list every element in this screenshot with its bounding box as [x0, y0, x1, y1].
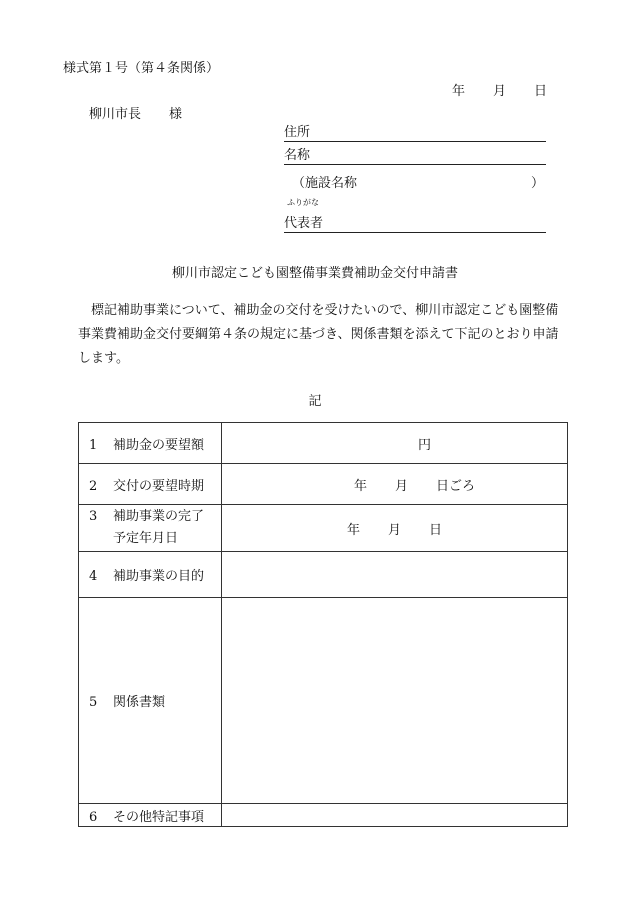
- table-row: [79, 464, 568, 505]
- month-label: 月: [394, 478, 408, 494]
- item-number: 6: [89, 809, 98, 825]
- purpose-cell[interactable]: [222, 552, 568, 598]
- item-label: 補助事業の完了: [113, 509, 205, 524]
- document-title: 柳川市認定こども園整備事業費補助金交付申請書: [171, 266, 458, 281]
- item-label-cell: [79, 464, 222, 505]
- body-paragraph: 標記補助事業について、補助金の交付を受けたいので、柳川市認定こども園整備事業費補助金交付要綱第４条の規定に基づき、関係書類を添えて下記のとおり申請します。: [78, 303, 559, 366]
- requested-timing-cell[interactable]: [222, 464, 568, 505]
- item-label-cell: [79, 505, 222, 552]
- document-body: [78, 299, 568, 371]
- related-documents-cell[interactable]: [222, 598, 568, 804]
- addressee-suffix: 様: [169, 107, 183, 122]
- item-label-line2: 予定年月日: [113, 531, 179, 546]
- representative-label: 代表者: [284, 216, 324, 231]
- addressee-name: 柳川市長: [89, 107, 142, 122]
- item-number: 5: [89, 695, 98, 710]
- day-label: 日: [429, 522, 443, 538]
- address-label: 住所: [284, 125, 311, 140]
- table-row: [79, 505, 568, 552]
- item-number: 2: [89, 478, 98, 494]
- item-label: 関係書類: [113, 695, 166, 710]
- item-label-cell: [79, 423, 222, 464]
- form-number: 様式第１号（第４条関係）: [63, 61, 220, 76]
- date-year-label: 年: [452, 84, 466, 99]
- table-row: [79, 804, 568, 827]
- items-table: [78, 422, 568, 827]
- year-label: 年: [353, 478, 367, 494]
- item-label-cell: [79, 804, 222, 827]
- day-suffix-label: 日ごろ: [436, 478, 476, 494]
- item-label: 補助事業の目的: [113, 569, 205, 584]
- month-label: 月: [387, 522, 401, 538]
- other-notes-cell[interactable]: [222, 804, 568, 827]
- requested-amount-cell[interactable]: [222, 423, 568, 464]
- item-label: 交付の要望時期: [113, 478, 205, 494]
- item-number: 1: [89, 437, 98, 453]
- item-label: 補助金の要望額: [113, 437, 205, 453]
- item-label-cell: [79, 552, 222, 598]
- date-month-label: 月: [493, 84, 507, 99]
- ki-heading: 記: [308, 394, 322, 409]
- representative-field[interactable]: [284, 214, 546, 233]
- yen-unit: 円: [417, 437, 431, 453]
- name-label: 名称: [284, 148, 311, 163]
- name-field[interactable]: [284, 146, 546, 165]
- year-label: 年: [346, 522, 360, 538]
- furigana-label: ふりがな: [287, 198, 319, 207]
- date-line: [452, 80, 547, 99]
- item-label-cell: [79, 598, 222, 804]
- item-number: 4: [89, 569, 98, 584]
- item-number: 3: [89, 509, 98, 524]
- addressee: [89, 103, 182, 122]
- table-row: [79, 598, 568, 804]
- facility-name-label: （施設名称: [292, 176, 358, 191]
- table-row: [79, 552, 568, 598]
- facility-name-close: ）: [531, 176, 545, 191]
- completion-date-cell[interactable]: [222, 505, 568, 552]
- address-field[interactable]: [284, 123, 546, 142]
- date-day-label: 日: [534, 84, 548, 99]
- table-row: [79, 423, 568, 464]
- item-label: その他特記事項: [113, 809, 205, 825]
